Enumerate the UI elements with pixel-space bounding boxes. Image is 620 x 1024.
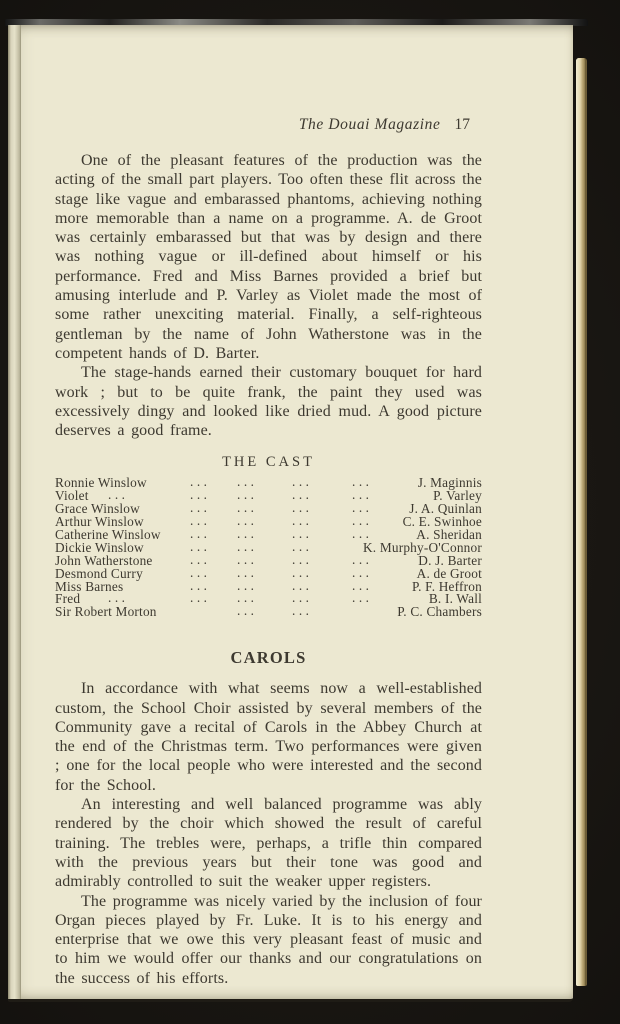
scanned-page <box>8 25 573 1002</box>
cast-dots-leader: ... <box>237 526 258 542</box>
cast-dots-leader: ... <box>352 577 373 593</box>
carols-heading: CAROLS <box>230 648 307 668</box>
cast-dots-leader: ... <box>292 474 313 490</box>
cast-dots-leader: ... <box>190 474 211 490</box>
cast-actor: P. F. Heffron <box>412 578 482 594</box>
cast-dots-leader: ... <box>108 487 129 503</box>
cast-role: Catherine Winslow <box>55 527 161 543</box>
cast-role: Grace Winslow <box>55 501 140 517</box>
cast-dots-leader: ... <box>190 500 211 516</box>
cast-dots-leader: ... <box>237 487 258 503</box>
cast-dots-leader: ... <box>237 513 258 529</box>
cast-dots-leader: ... <box>237 577 258 593</box>
cast-dots-leader: ... <box>292 487 313 503</box>
cast-dots-leader: ... <box>352 474 373 490</box>
cast-dots-leader: ... <box>352 500 373 516</box>
cast-dots-leader: ... <box>190 538 211 554</box>
review-paragraph-1: One of the pleasant features of the production was the acting of the small part players. Too often these flit across the stage like vague and embarassed phantoms, achieving nothing more memorable than a name on a programme. A. de Groot was certainly embarassed but that was by design and there was nothing vague or ill-defined about himself or his performance. Fred and Miss Barnes provided a brief but amusing interlude and P. Varley as Violet made the most of some rather unexciting material. Finally, a self-righteous gentleman by the name of John Watherstone was in the competent hands of D. Barter. <box>55 152 482 362</box>
cast-dots-leader: ... <box>237 564 258 580</box>
cast-dots-leader: ... <box>352 526 373 542</box>
cast-role: Desmond Curry <box>55 565 143 581</box>
cast-role: John Watherstone <box>55 552 153 568</box>
cast-role: Ronnie Winslow <box>55 475 147 491</box>
cast-dots-leader: ... <box>190 526 211 542</box>
cast-dots-leader: ... <box>352 551 373 567</box>
page-gutter-edge <box>8 25 21 999</box>
cast-actor: B. I. Wall <box>428 591 482 607</box>
cast-dots-leader: ... <box>190 577 211 593</box>
cast-dots-leader: ... <box>237 500 258 516</box>
cast-dots-leader: ... <box>190 513 211 529</box>
cast-dots-leader: ... <box>352 564 373 580</box>
cast-dots-leader: ... <box>237 538 258 554</box>
cast-dots-leader: ... <box>108 590 129 606</box>
cast-list <box>55 474 482 620</box>
cast-dots-leader: ... <box>237 474 258 490</box>
carols-paragraph-3: The programme was nicely varied by the inclusion of four Organ pieces played by Fr. Luke. It is to his energy and enterprise that we owe this very pleasant feast of music and to him we would offer our thanks and our congratulations on the success of his efforts. <box>55 892 482 987</box>
cast-dots-leader: ... <box>190 564 211 580</box>
cast-dots-leader: ... <box>292 577 313 593</box>
cast-role: Fred <box>55 591 81 607</box>
cast-row <box>55 603 482 620</box>
cast-actor: K. Murphy-O'Connor <box>362 539 482 555</box>
cast-dots-leader: ... <box>190 487 211 503</box>
carols-paragraph-1: In accordance with what seems now a well-established custom, the School Choir assisted by several members of the Community gave a recital of Carols in the Abbey Church at the end of the Christmas term. Two performances were given ; one for the local people who were interested and the second for the School. <box>55 680 482 794</box>
cast-dots-leader: ... <box>292 526 313 542</box>
cast-dots-leader: ... <box>292 551 313 567</box>
cast-dots-leader: ... <box>237 590 258 606</box>
cast-actor: J. A. Quinlan <box>409 501 482 517</box>
cast-dots-leader: ... <box>292 564 313 580</box>
cast-dots-leader: ... <box>237 603 258 619</box>
cast-dots-leader: ... <box>292 590 313 606</box>
cast-role: Dickie Winslow <box>55 539 144 555</box>
cast-dots-leader: ... <box>237 551 258 567</box>
cast-heading: THE CAST <box>222 454 315 471</box>
cast-dots-leader: ... <box>292 603 313 619</box>
cast-actor: P. C. Chambers <box>397 604 482 620</box>
cast-actor: C. E. Swinhoe <box>402 514 482 530</box>
cast-actor: P. Varley <box>433 488 482 504</box>
cast-role: Sir Robert Morton <box>55 604 157 620</box>
cast-role: Arthur Winslow <box>55 514 144 530</box>
page-content <box>55 25 482 988</box>
cast-actor: D. J. Barter <box>418 552 482 568</box>
running-head <box>55 115 482 134</box>
review-paragraph-2: The stage-hands earned their customary bouquet for hard work ; but to be quite frank, the paint they used was excessively dingy and looked like dried mud. A good picture deserves a good frame. <box>55 364 482 440</box>
cast-actor: J. Maginnis <box>417 475 482 491</box>
cast-role: Miss Barnes <box>55 578 124 594</box>
cast-dots-leader: ... <box>292 513 313 529</box>
cast-dots-leader: ... <box>292 500 313 516</box>
cast-dots-leader: ... <box>352 487 373 503</box>
magazine-title: The Douai Magazine <box>298 116 441 133</box>
cast-dots-leader: ... <box>190 551 211 567</box>
cast-dots-leader: ... <box>292 538 313 554</box>
page-number: 17 <box>454 116 470 133</box>
carols-paragraph-2: An interesting and well balanced programme was ably rendered by the choir which showed the result of careful training. The trebles were, perhaps, a trifle thin compared with the previous years but their tone was good and admirably controlled to suit the weaker upper registers. <box>55 796 482 891</box>
cast-dots-leader: ... <box>352 513 373 529</box>
cast-actor: A. de Groot <box>416 565 482 581</box>
cast-actor: A. Sheridan <box>416 527 482 543</box>
cast-dots-leader: ... <box>190 590 211 606</box>
cast-role: Violet <box>55 488 89 504</box>
cast-dots-leader: ... <box>352 590 373 606</box>
stacked-page-edges <box>576 58 587 986</box>
